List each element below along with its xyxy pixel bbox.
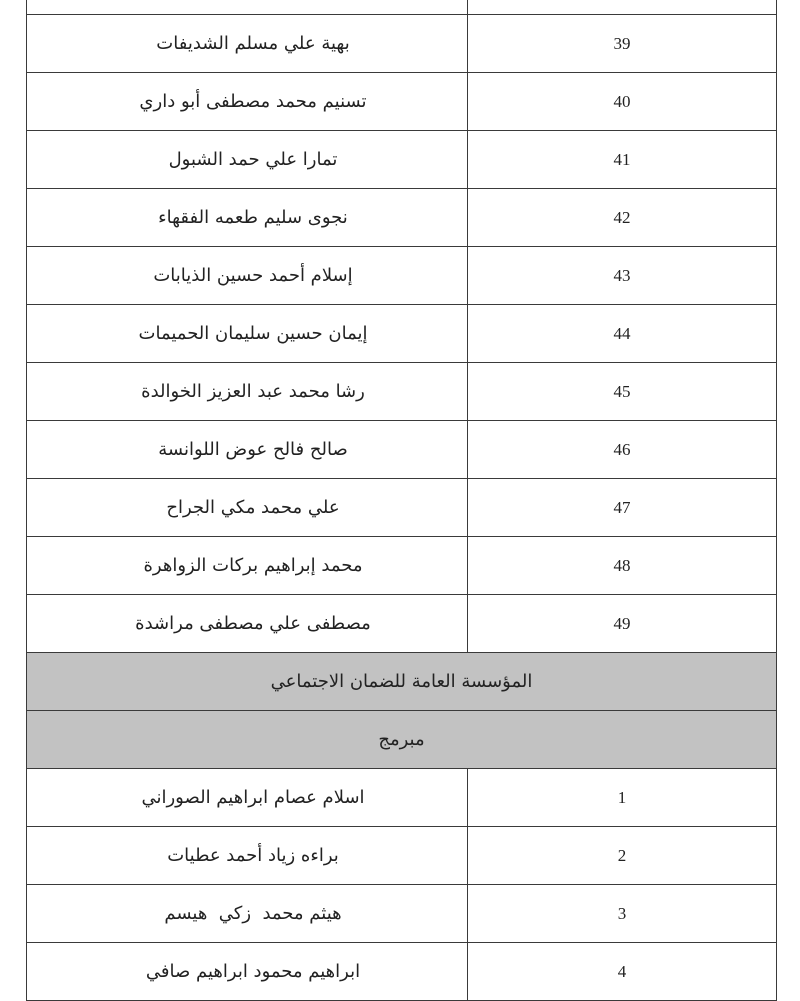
- table-row: [27, 595, 777, 653]
- candidate-name: بهية علي مسلم الشديفات: [27, 15, 468, 73]
- table-row: [27, 247, 777, 305]
- candidate-name: محمد إبراهيم بركات الزواهرة: [27, 537, 468, 595]
- table-row: [27, 943, 777, 1001]
- table-row: [27, 189, 777, 247]
- candidate-name: [27, 0, 468, 15]
- candidate-name: مصطفى علي مصطفى مراشدة: [27, 595, 468, 653]
- table-row: [27, 479, 777, 537]
- candidate-name: براءه زياد أحمد عطيات: [27, 827, 468, 885]
- table-row: [27, 885, 777, 943]
- row-number: 42: [468, 189, 777, 247]
- row-number: 43: [468, 247, 777, 305]
- table-row: [27, 305, 777, 363]
- row-number: 2: [468, 827, 777, 885]
- table-row: [27, 827, 777, 885]
- row-number: 49: [468, 595, 777, 653]
- table-row: [27, 769, 777, 827]
- row-number: 39: [468, 15, 777, 73]
- row-number: 4: [468, 943, 777, 1001]
- row-number: [468, 0, 777, 15]
- row-number: 48: [468, 537, 777, 595]
- candidate-name: نجوى سليم طعمه الفقهاء: [27, 189, 468, 247]
- candidate-name: تسنيم محمد مصطفى أبو داري: [27, 73, 468, 131]
- table-row: [27, 537, 777, 595]
- table-row: [27, 15, 777, 73]
- candidate-name: رشا محمد عبد العزيز الخوالدة: [27, 363, 468, 421]
- row-number: 46: [468, 421, 777, 479]
- table-row: [27, 421, 777, 479]
- candidate-name: إسلام أحمد حسين الذيابات: [27, 247, 468, 305]
- candidate-name: هيثم محمد زكي هيسم: [27, 885, 468, 943]
- table-row: [27, 0, 777, 15]
- table-row: [27, 73, 777, 131]
- candidate-name: ابراهيم محمود ابراهيم صافي: [27, 943, 468, 1001]
- candidate-name: تمارا علي حمد الشبول: [27, 131, 468, 189]
- section-header-row: [27, 711, 777, 769]
- candidates-table-sheet: [26, 0, 776, 1001]
- row-number: 44: [468, 305, 777, 363]
- row-number: 3: [468, 885, 777, 943]
- candidate-name: إيمان حسين سليمان الحميمات: [27, 305, 468, 363]
- row-number: 41: [468, 131, 777, 189]
- table-row: [27, 363, 777, 421]
- row-number: 1: [468, 769, 777, 827]
- table-row: [27, 131, 777, 189]
- candidates-table: [26, 0, 777, 1001]
- row-number: 47: [468, 479, 777, 537]
- job-title-heading: مبرمج: [27, 711, 777, 769]
- row-number: 40: [468, 73, 777, 131]
- row-number: 45: [468, 363, 777, 421]
- candidate-name: صالح فالح عوض اللوانسة: [27, 421, 468, 479]
- candidate-name: اسلام عصام ابراهيم الصوراني: [27, 769, 468, 827]
- organization-heading: المؤسسة العامة للضمان الاجتماعي: [27, 653, 777, 711]
- section-header-row: [27, 653, 777, 711]
- candidate-name: علي محمد مكي الجراح: [27, 479, 468, 537]
